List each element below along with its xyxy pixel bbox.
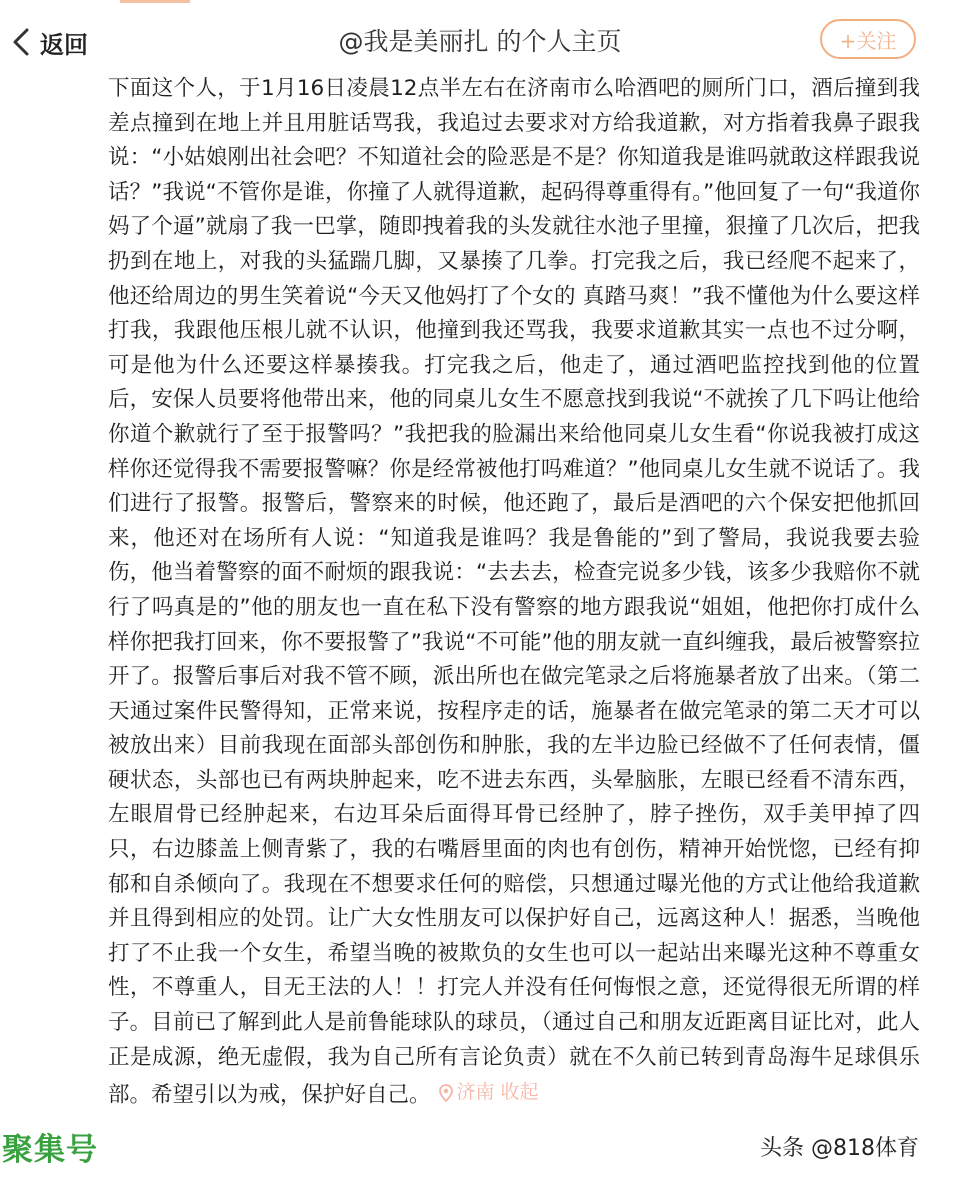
post-content <box>108 72 920 1113</box>
top-bar <box>0 0 954 82</box>
back-label: 返回 <box>40 30 88 59</box>
location-label: 济南 收起 <box>456 1081 539 1104</box>
page-title: @我是美丽扎 的个人主页 <box>338 27 622 56</box>
post-body: 下面这个人，于1月16日凌晨12点半左右在济南市么哈酒吧的厕所门口，酒后撞到我差点撞到在地上并且用脏话骂我，我追过去要求对方给我道歉，对方指着我鼻子跟我说：“小姑娘刚出社会吧？不知道社会的险恶是不是？你知道我是谁吗就敢这样跟我说话？”我说“不管你是谁，你撞了人就得道歉，起码得尊重得有。”他回复了一句“我道你妈了个逼”就扇了我一巴掌，随即拽着我的头发就往水池子里撞，狠撞了几次后，把我扔到在地上，对我的头猛踹几脚，又暴揍了几拳。打完我之后，我已经爬不起来了，他还给周边的男生笑着说“今天又他妈打了个女的 真踏马爽！”我不懂他为什么要这样打我，我跟他压根儿就不认识，他撞到我还骂我，我要求道歉其实一点也不过分啊，可是他为什么还要这样暴揍我。打完我之后，他走了，通过酒吧监控找到他的位置后，安保人员要将他带出来，他的同桌儿女生不愿意找到我说“不就挨了几下吗让他给你道个歉就行了至于报警吗？”我把我的脸漏出来给他同桌儿女生看“你说我被打成这样你还觉得我不需要报警嘛？你是经常被他打吗难道？”他同桌儿女生就不说话了。我们进行了报警。报警后，警察来的时候，他还跑了，最后是酒吧的六个保安把他抓回来，他还对在场所有人说：“知道我是谁吗？我是鲁能的”到了警局，我说我要去验伤，他当着警察的面不耐烦的跟我说：“去去去，检查完说多少钱，该多少我赔你不就行了吗真是的”他的朋友也一直在私下没有警察的地方跟我说“姐姐，他把你打成什么样你把我打回来，你不要报警了”我说“不可能”他的朋友就一直纠缠我，最后被警察拉开了。报警后事后对我不管不顾，派出所也在做完笔录之后将施暴者放了出来。（第二天通过案件民警得知，正常来说，按程序走的话，施暴者在做完笔录的第二天才可以被放出来）目前我现在面部头部创伤和肿胀，我的左半边脸已经做不了任何表情，僵硬状态，头部也已有两块肿起来，吃不进去东西，头晕脑胀，左眼已经看不清东西，左眼眉骨已经肿起来，右边耳朵后面得耳骨已经肿了，脖子挫伤，双手美甲掉了四只，右边膝盖上侧青紫了，我的右嘴唇里面的肉也有创伤，精神开始恍惚，已经有抑郁和自杀倾向了。我现在不想要求任何的赔偿，只想通过曝光他的方式让他给我道歉并且得到相应的处罚。让广大女性朋友可以保护好自己，远离这种人！据悉，当晚他打了不止我一个女生，希望当晚的被欺负的女生也可以一起站出来曝光这种不尊重女性，不尊重人，目无王法的人！！打完人并没有任何悔恨之意，还觉得很无所谓的样子。目前已了解到此人是前鲁能球队的球员，（通过自己和朋友近距离目证比对，此人正是成源，绝无虚假，我为自己所有言论负责）就在不久前已转到青岛海牛足球俱乐部。希望引以为戒，保护好自己。 <box>108 76 920 1108</box>
location-tag[interactable] <box>439 1075 539 1110</box>
location-pin-icon <box>439 1084 453 1102</box>
back-button[interactable] <box>10 22 88 62</box>
chevron-left-icon <box>10 27 32 57</box>
top-accent-line <box>120 0 190 3</box>
follow-button[interactable]: +关注 <box>820 19 916 59</box>
watermark-right: 头条 @818体育 <box>760 1136 919 1161</box>
watermark-left: 聚集号 <box>2 1132 98 1168</box>
